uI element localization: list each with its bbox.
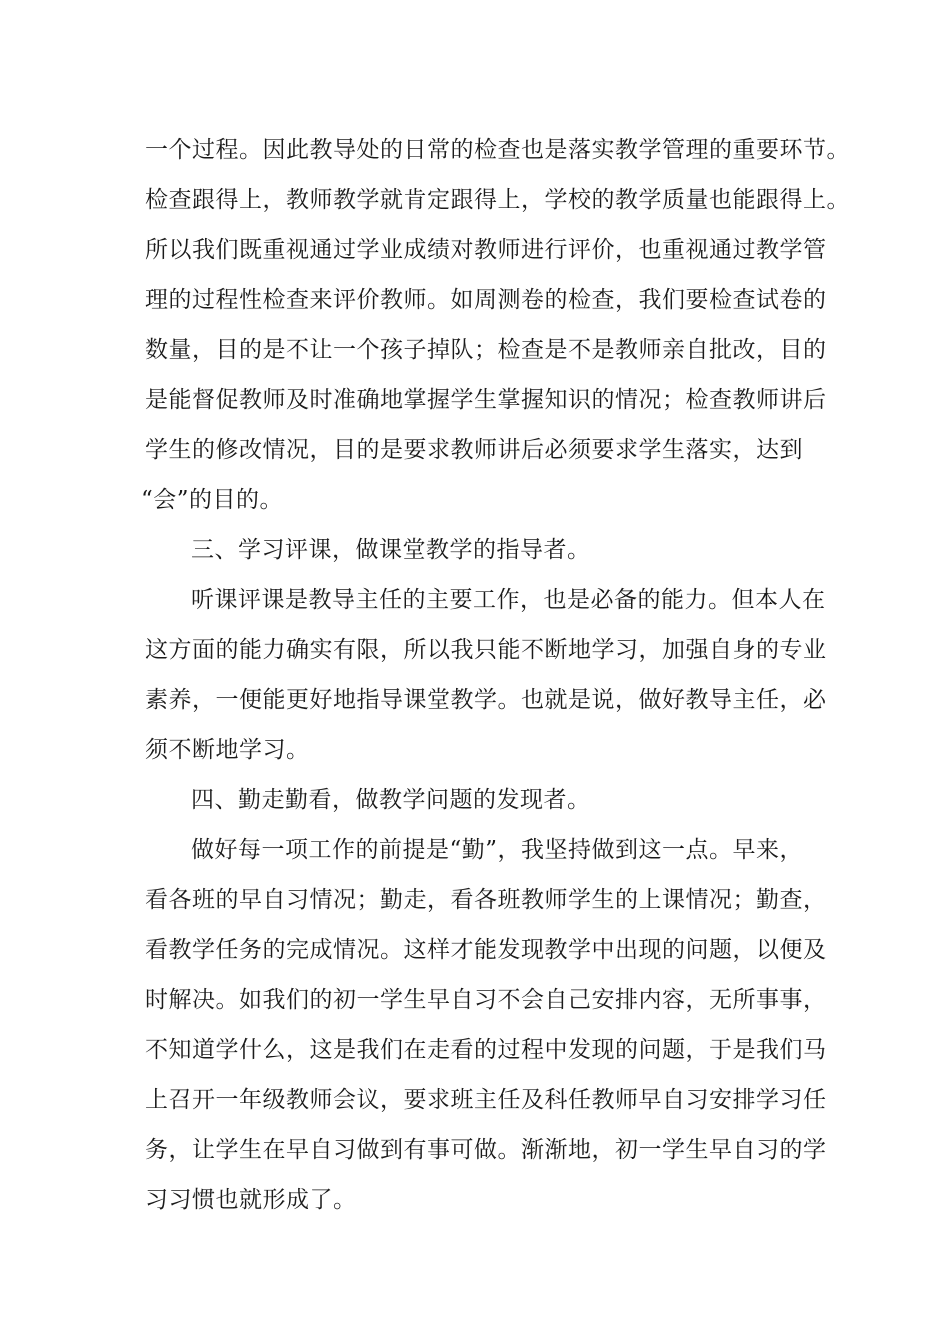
text-line: 看各班的早自习情况；勤走，看各班教师学生的上课情况；勤查， <box>145 887 827 913</box>
text-line: 素养，一便能更好地指导课堂教学。也就是说，做好教导主任，必 <box>145 687 827 713</box>
text-line: 检查跟得上，教师教学就肯定跟得上，学校的教学质量也能跟得上。 <box>145 187 850 213</box>
text-line: 这方面的能力确实有限，所以我只能不断地学习，加强自身的专业 <box>145 637 827 663</box>
text-line: 须不断地学习。 <box>145 737 310 763</box>
text-line: 理的过程性检查来评价教师。如周测卷的检查，我们要检查试卷的 <box>145 287 827 313</box>
text-line: 务，让学生在早自习做到有事可做。渐渐地，初一学生早自习的学 <box>145 1137 827 1163</box>
text-line: 做好每一项工作的前提是“勤”，我坚持做到这一点。早来， <box>191 837 804 863</box>
text-line: 一个过程。因此教导处的日常的检查也是落实教学管理的重要环节。 <box>145 137 850 163</box>
text-line: 听课评课是教导主任的主要工作，也是必备的能力。但本人在 <box>191 587 826 613</box>
text-line: 是能督促教师及时准确地掌握学生掌握知识的情况；检查教师讲后 <box>145 387 827 413</box>
text-line: 学生的修改情况，目的是要求教师讲后必须要求学生落实，达到 <box>145 437 803 463</box>
text-line: 所以我们既重视通过学业成绩对教师进行评价，也重视通过教学管 <box>145 237 827 263</box>
text-line: 不知道学什么，这是我们在走看的过程中发现的问题，于是我们马 <box>145 1037 827 1063</box>
text-line: 习习惯也就形成了。 <box>145 1187 357 1213</box>
text-line: “会”的目的。 <box>141 487 284 513</box>
text-line: 数量，目的是不让一个孩子掉队；检查是不是教师亲自批改，目的 <box>145 337 827 363</box>
text-line: 上召开一年级教师会议，要求班主任及科任教师早自习安排学习任 <box>145 1087 827 1113</box>
section-heading: 四、勤走勤看，做教学问题的发现者。 <box>191 787 591 813</box>
text-line: 看教学任务的完成情况。这样才能发现教学中出现的问题，以便及 <box>145 937 827 963</box>
section-heading: 三、学习评课，做课堂教学的指导者。 <box>191 537 591 563</box>
text-line: 时解决。如我们的初一学生早自习不会自己安排内容，无所事事， <box>145 987 827 1013</box>
